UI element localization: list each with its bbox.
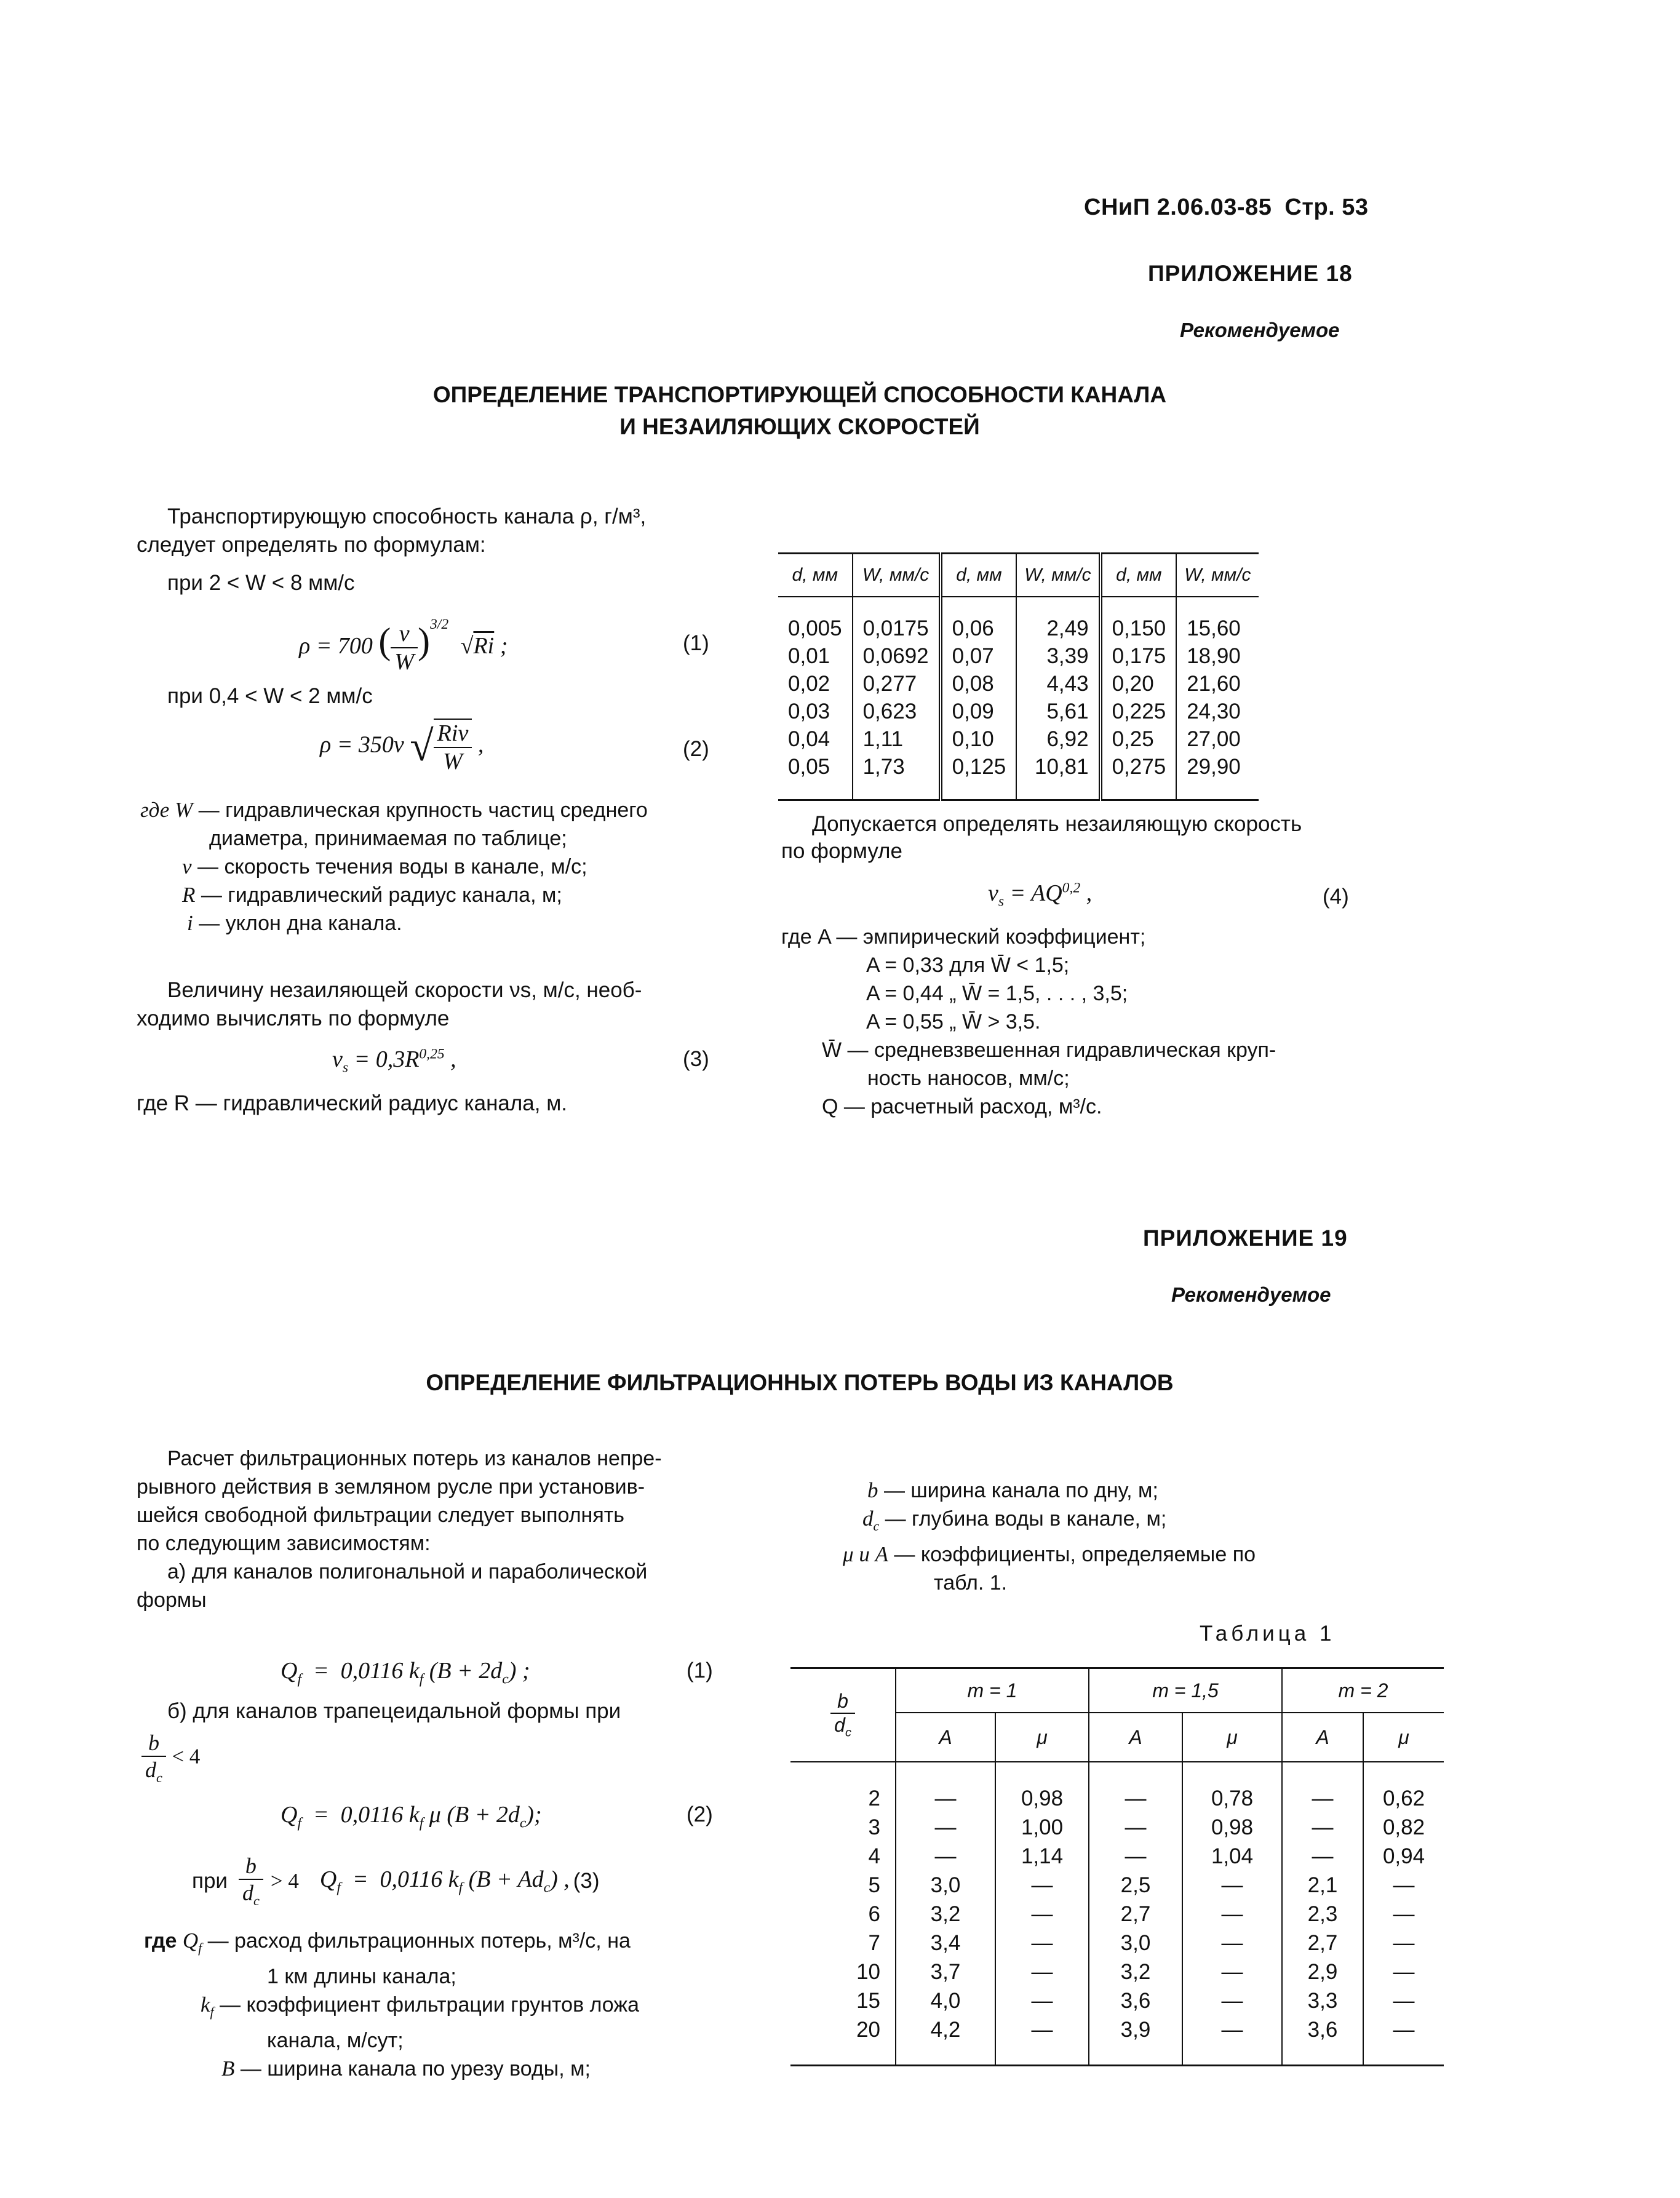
table-caption: Таблица 1 — [1200, 1622, 1336, 1646]
sub-header: μ — [1182, 1713, 1282, 1762]
table-cell: 5 — [868, 1873, 880, 1897]
table-cell: 0,005 — [788, 616, 842, 640]
table-cell: — — [1182, 1900, 1282, 1929]
definition-item: Q — расчетный расход, м³/с. — [822, 1095, 1102, 1118]
table-cell: — — [1363, 1957, 1444, 1986]
table-row — [778, 725, 1259, 753]
intro-line: рывного действия в земляном русле при установив- — [137, 1475, 645, 1499]
table-cell: — — [896, 1842, 995, 1871]
formula-19-3: $Q_f = 0,0116$ $k_f$ $(B + Ad_c)$ , — [319, 1866, 570, 1896]
formula-19-1: $Q_f = 0,0116$ $k_f$ $(B + 2d_c)$ ; — [281, 1658, 530, 1687]
table-cell: — — [896, 1762, 995, 1813]
page-number: Стр. 53 — [1284, 194, 1369, 220]
formula-3-number: (3) — [683, 1047, 709, 1071]
formula-19-2-number: (2) — [687, 1802, 713, 1826]
table-cell: — — [1282, 1762, 1363, 1813]
vs-text-line: ходимо вычислять по формуле — [137, 1006, 450, 1030]
formula-2-number: (2) — [683, 737, 709, 761]
table-cell: — — [995, 1986, 1089, 2015]
appendix-19-intro — [137, 1444, 662, 1614]
formula-1: ρ = 700 ( $\frac{\nu}{W}$ )$^{3/2}$ √Ri ; — [299, 616, 508, 675]
right-text-line: по формуле — [781, 839, 902, 863]
table-row — [790, 1900, 1444, 1929]
table-cell: — — [995, 1929, 1089, 1957]
table-cell: 0,04 — [788, 727, 830, 751]
table-cell: — — [1363, 1986, 1444, 2015]
intro-line: следует определять по формулам: — [137, 533, 486, 557]
table-row — [790, 1871, 1444, 1900]
table-cell: 0,94 — [1363, 1842, 1444, 1871]
table-cell: — — [1182, 1871, 1282, 1900]
appendix-19-definitions — [144, 1927, 639, 2083]
group-header: m = 1,5 — [1089, 1668, 1282, 1713]
table-cell: 1,04 — [1182, 1842, 1282, 1871]
formula-19-3-line — [192, 1853, 600, 1909]
appendix-18-label: ПРИЛОЖЕНИЕ 18 — [1148, 261, 1353, 286]
table-cell: — — [1182, 1929, 1282, 1957]
table-cell: 3,2 — [896, 1900, 995, 1929]
group-header: m = 1 — [896, 1668, 1089, 1713]
table-cell: 0,275 — [1101, 753, 1177, 800]
definition-item: $d_c$ — глубина воды в канале, м; — [862, 1507, 1167, 1534]
table-cell: 1,11 — [853, 725, 941, 753]
running-header — [1084, 194, 1369, 221]
condition-b-fraction: $\frac{b}{d_c}$ < 4 — [141, 1730, 200, 1786]
table-cell: 4,43 — [1016, 670, 1100, 698]
table-cell: 0,225 — [1101, 698, 1177, 725]
table-cell: 3,6 — [1089, 1986, 1182, 2015]
table-cell: — — [1089, 1762, 1182, 1813]
table-cell: 0,03 — [788, 699, 830, 723]
intro-line: Транспортирующую способность канала ρ, г/м³, — [167, 504, 647, 528]
formula-3-definition: где R — гидравлический радиус канала, м. — [137, 1091, 567, 1115]
table-cell: — — [1363, 1871, 1444, 1900]
table-row — [790, 1842, 1444, 1871]
table-cell: 4,0 — [896, 1986, 995, 2015]
definition-item: где $Q_f$ — расход фильтрационных потерь, м³/с, на — [144, 1929, 631, 1956]
title-line: И НЕЗАИЛЯЮЩИХ СКОРОСТЕЙ — [619, 414, 980, 439]
column-header: d, мм — [778, 554, 853, 597]
definition-item: R — гидравлический радиус канала, м; — [182, 883, 562, 907]
table-row — [790, 1762, 1444, 1813]
fraction: $\frac{b}{d_c}$ — [239, 1853, 263, 1909]
column-header: d, мм — [1101, 554, 1177, 597]
table-cell: 0,98 — [1182, 1813, 1282, 1842]
column-header: W, мм/с — [1016, 554, 1100, 597]
table-cell: 2,7 — [1089, 1900, 1182, 1929]
table-row — [790, 1929, 1444, 1957]
appendix-18-status: Рекомендуемое — [1180, 319, 1340, 341]
definition-item: ν — скорость течения воды в канале, м/с; — [182, 854, 587, 878]
table-cell: 4,2 — [896, 2015, 995, 2066]
intro-line: а) для каналов полигональной и параболической — [167, 1560, 648, 1583]
formula-1-number: (1) — [683, 631, 709, 655]
table-cell: 15 — [856, 1989, 880, 2013]
table-cell: 0,62 — [1363, 1762, 1444, 1813]
table-cell: 3,6 — [1282, 2015, 1363, 2066]
table-cell: — — [995, 1957, 1089, 1986]
table-cell: 0,09 — [941, 698, 1017, 725]
table-cell: 1,73 — [853, 753, 941, 800]
formula-4-number: (4) — [1323, 885, 1349, 909]
formula-2: ρ = 350ν √ $\frac{\text{Riν}}{W}$ , — [320, 719, 484, 775]
table-cell: — — [1363, 1900, 1444, 1929]
definition-item: W̄ — средневзвешенная гидравлическая круп- — [822, 1038, 1276, 1062]
table-cell: 1,14 — [995, 1842, 1089, 1871]
table-cell: — — [1282, 1813, 1363, 1842]
definition-item: A = 0,55 „ W̄ > 3,5. — [866, 1010, 1041, 1033]
definition-item: 1 км длины канала; — [267, 1965, 456, 1988]
condition-2: при 0,4 < W < 2 мм/с — [167, 684, 373, 708]
sub-header: A — [1089, 1713, 1182, 1762]
table-row — [778, 597, 1259, 642]
table-cell: 6 — [868, 1902, 880, 1926]
table-cell: 29,90 — [1176, 753, 1258, 800]
table-cell: 4 — [868, 1844, 880, 1868]
table-cell: 2,5 — [1089, 1871, 1182, 1900]
table-cell: 24,30 — [1176, 698, 1258, 725]
formula-19-1-number: (1) — [687, 1658, 713, 1682]
table-cell: 18,90 — [1176, 642, 1258, 670]
definition-item: диаметра, принимаемая по таблице; — [209, 827, 567, 850]
definition-item: табл. 1. — [934, 1571, 1008, 1595]
table-cell: 0,78 — [1182, 1762, 1282, 1813]
definitions-list — [140, 796, 648, 938]
definition-item: i — уклон дна канала. — [187, 911, 402, 935]
definition-item: b — ширина канала по дну, м; — [867, 1478, 1158, 1502]
table-cell: 0,20 — [1101, 670, 1177, 698]
table-cell: 10,81 — [1016, 753, 1100, 800]
fraction: $\frac{b}{d_c}$ — [830, 1690, 855, 1740]
definition-item: A = 0,33 для W̄ < 1,5; — [866, 954, 1070, 977]
table-cell: 20 — [856, 2018, 880, 2042]
appendix-19-title: ОПРЕДЕЛЕНИЕ ФИЛЬТРАЦИОННЫХ ПОТЕРЬ ВОДЫ ИЗ КАНАЛОВ — [426, 1370, 1174, 1395]
table-cell: 5,61 — [1016, 698, 1100, 725]
table-cell: 0,10 — [941, 725, 1017, 753]
definition-item: где A — эмпирический коэффициент; — [781, 925, 1146, 949]
appendix-19-right-definitions — [843, 1476, 1256, 1597]
table-cell: — — [995, 1871, 1089, 1900]
table-cell: 0,0175 — [853, 597, 941, 642]
pri-label: при — [192, 1868, 228, 1893]
definition-item: где W — гидравлическая крупность частиц среднего — [140, 798, 648, 822]
vs-text-line: Величину незаиляющей скорости νs, м/с, необ- — [167, 978, 642, 1002]
fraction: $\frac{\text{Riν}}{W}$ — [434, 719, 472, 775]
table-cell: 0,07 — [941, 642, 1017, 670]
table-cell: 2,3 — [1282, 1900, 1363, 1929]
formula-19-3-number: (3) — [573, 1868, 600, 1893]
sub-header: μ — [995, 1713, 1089, 1762]
table-cell: 1,00 — [995, 1813, 1089, 1842]
table-cell: — — [1089, 1842, 1182, 1871]
table-cell: 3,7 — [896, 1957, 995, 1986]
table-cell: 0,150 — [1101, 597, 1177, 642]
table-cell: 0,06 — [941, 597, 1017, 642]
table-cell: 3,39 — [1016, 642, 1100, 670]
table-row — [778, 642, 1259, 670]
table-cell: 15,60 — [1176, 597, 1258, 642]
column-header: d, мм — [941, 554, 1017, 597]
coefficients-table — [790, 1667, 1444, 2066]
table-cell: 27,00 — [1176, 725, 1258, 753]
fraction: $\frac{\nu}{W}$ — [391, 620, 418, 675]
table-cell: — — [1089, 1813, 1182, 1842]
table-cell: 2,1 — [1282, 1871, 1363, 1900]
table-row — [790, 1986, 1444, 2015]
table-cell: 3,3 — [1282, 1986, 1363, 2015]
table-cell: 0,02 — [788, 672, 830, 696]
table-row — [790, 1813, 1444, 1842]
table-cell: 0,125 — [941, 753, 1017, 800]
table-cell: 7 — [868, 1931, 880, 1955]
table-cell: — — [896, 1813, 995, 1842]
intro-line: Расчет фильтрационных потерь из каналов непре- — [167, 1447, 662, 1470]
table-row — [778, 670, 1259, 698]
table-cell: 3,0 — [1089, 1929, 1182, 1957]
definition-item: μ и A — коэффициенты, определяемые по — [843, 1542, 1256, 1566]
definition-item: $k_f$ — коэффициент фильтрации грунтов ложа — [201, 1993, 639, 2020]
table-row — [790, 2015, 1444, 2066]
table-cell: 10 — [856, 1960, 880, 1984]
table-cell: 3,4 — [896, 1929, 995, 1957]
corner-header — [790, 1668, 896, 1762]
column-header: W, мм/с — [853, 554, 941, 597]
table-cell: 0,82 — [1363, 1813, 1444, 1842]
table-cell: 3,0 — [896, 1871, 995, 1900]
table-cell: 0,08 — [941, 670, 1017, 698]
table-cell: — — [1182, 1957, 1282, 1986]
table-cell: — — [995, 2015, 1089, 2066]
table-cell: 0,98 — [995, 1762, 1089, 1813]
table-cell: — — [1363, 1929, 1444, 1957]
table-cell: — — [1363, 2015, 1444, 2066]
table-cell: 3,9 — [1089, 2015, 1182, 2066]
intro-line: по следующим зависимостям: — [137, 1532, 431, 1555]
table-cell: — — [1182, 1986, 1282, 2015]
table-cell: 0,0692 — [853, 642, 941, 670]
appendix-19-label: ПРИЛОЖЕНИЕ 19 — [1143, 1225, 1348, 1251]
right-text-line: Допускается определять незаиляющую скорость — [812, 812, 1302, 836]
gt4-label: > 4 — [270, 1868, 299, 1893]
definition-item: A = 0,44 „ W̄ = 1,5, . . . , 3,5; — [866, 982, 1128, 1005]
table-cell: 3 — [868, 1815, 880, 1839]
condition-1: при 2 < W < 8 мм/с — [167, 571, 355, 595]
condition-b: б) для каналов трапецеидальной формы при — [167, 1699, 621, 1723]
table-cell: 0,25 — [1101, 725, 1177, 753]
intro-line: шейся свободной фильтрации следует выполнять — [137, 1503, 625, 1527]
table-cell: 2 — [868, 1786, 880, 1810]
column-header: W, мм/с — [1176, 554, 1258, 597]
formula-3: $\nu_s = 0,3R^{0,25}$ , — [332, 1046, 456, 1076]
appendix-18-title — [308, 379, 1292, 443]
document-code: СНиП 2.06.03-85 — [1084, 194, 1272, 220]
table-row — [778, 753, 1259, 800]
table-cell: 2,9 — [1282, 1957, 1363, 1986]
table-cell: 21,60 — [1176, 670, 1258, 698]
group-header: m = 2 — [1282, 1668, 1444, 1713]
formula-19-2: $Q_f = 0,0116$ $k_f$ μ $(B + 2d_c)$; — [281, 1802, 542, 1831]
hydraulic-size-table — [778, 552, 1259, 801]
intro-line: формы — [137, 1588, 207, 1612]
sub-header: μ — [1363, 1713, 1444, 1762]
table-row — [778, 698, 1259, 725]
definition-item: ность наносов, мм/с; — [867, 1067, 1070, 1090]
sub-header: A — [1282, 1713, 1363, 1762]
formula-4: $\nu_s = AQ^{0,2}$ , — [988, 880, 1093, 910]
table-cell: 6,92 — [1016, 725, 1100, 753]
table-cell: 0,623 — [853, 698, 941, 725]
fraction: $\frac{b}{d_c}$ — [141, 1730, 166, 1786]
table-cell: 2,7 — [1282, 1929, 1363, 1957]
table-cell: — — [995, 1900, 1089, 1929]
table-cell: 0,277 — [853, 670, 941, 698]
title-line: ОПРЕДЕЛЕНИЕ ТРАНСПОРТИРУЮЩЕЙ СПОСОБНОСТИ КАНАЛА — [432, 382, 1167, 407]
table-row — [790, 1957, 1444, 1986]
table-cell: — — [1182, 2015, 1282, 2066]
table-cell: 2,49 — [1016, 597, 1100, 642]
right-definitions-list — [781, 923, 1276, 1121]
table-cell: 0,01 — [788, 644, 830, 668]
sub-header: A — [896, 1713, 995, 1762]
table-cell: 0,05 — [788, 755, 830, 779]
table-cell: — — [1282, 1842, 1363, 1871]
table-cell: 0,175 — [1101, 642, 1177, 670]
definition-item: B — ширина канала по урезу воды, м; — [221, 2057, 591, 2081]
appendix-19-status: Рекомендуемое — [1171, 1283, 1331, 1306]
definition-item: канала, м/сут; — [267, 2029, 404, 2052]
table-cell: 3,2 — [1089, 1957, 1182, 1986]
